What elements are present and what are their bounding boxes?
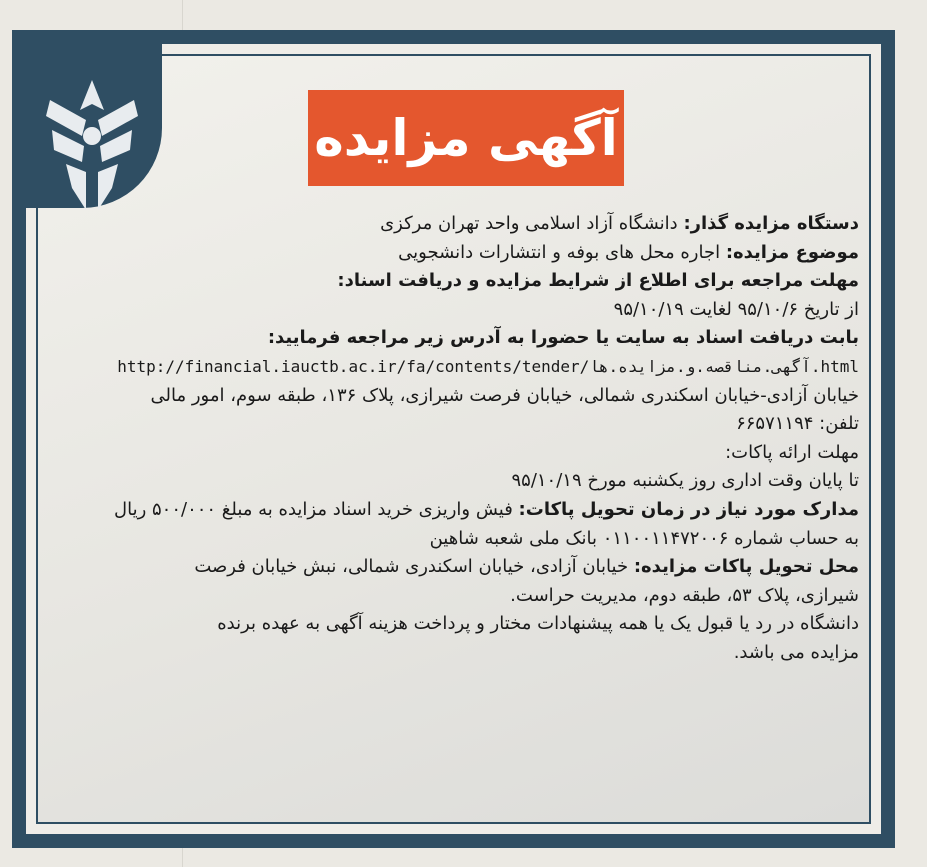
- title-banner: [308, 90, 624, 186]
- address-line: خیابان آزادی-خیابان اسکندری شمالی، خیابان فرصت شیرازی، پلاک ۱۳۶، طبقه سوم، امور مالی: [150, 384, 859, 406]
- organizer-value: دانشگاه آزاد اسلامی واحد تهران مرکزی: [380, 213, 678, 234]
- docs-value: فیش واریزی خرید اسناد مزایده به مبلغ ۵۰۰/۰۰۰ ریال: [114, 498, 513, 520]
- organizer-label: دستگاه مزایده گذار:: [683, 213, 859, 234]
- deadline-label: مهلت مراجعه برای اطلاع از شرایط مزایده و دریافت اسناد:: [337, 270, 859, 292]
- logo-tab: [12, 30, 162, 208]
- disclaimer-2: مزایده می باشد.: [733, 641, 859, 663]
- university-logo-icon: [42, 70, 142, 220]
- delivery-value: خیابان آزادی، خیابان اسکندری شمالی، نبش خیابان فرصت: [194, 556, 629, 578]
- subject-label: موضوع مزایده:: [725, 241, 859, 263]
- packets-label: مهلت ارائه پاکات:: [725, 441, 859, 463]
- delivery-value-2: شیرازی، پلاک ۵۳، طبقه دوم، مدیریت حراست.: [510, 584, 859, 606]
- deadline-value: از تاریخ ۹۵/۱۰/۶ لغایت ۹۵/۱۰/۱۹: [613, 298, 859, 320]
- receive-label: بابت دریافت اسناد به سایت یا حضورا به آدرس زیر مراجعه فرمایید:: [267, 327, 859, 349]
- docs-line: [60, 496, 859, 525]
- tender-url-link[interactable]: http://financial.iauctb.ac.ir/fa/contents/tender/آگهی.مناقصه.و.مزایده.ها.html: [117, 356, 859, 376]
- organizer-line: [60, 210, 859, 239]
- page-title: آگهی مزایده: [314, 109, 618, 167]
- delivery-line: [60, 553, 859, 582]
- subject-value: اجاره محل های بوفه و انتشارات دانشجویی: [398, 241, 721, 263]
- packets-value: تا پایان وقت اداری روز یکشنبه مورخ ۹۵/۱۰/۱۹: [511, 470, 859, 492]
- docs-label: مدارک مورد نیاز در زمان تحویل پاکات:: [518, 498, 859, 520]
- ad-body: [60, 210, 859, 668]
- delivery-label: محل تحویل پاکات مزایده:: [633, 556, 859, 578]
- docs-value-2: به حساب شماره ۰۱۱۰۰۱۱۴۷۲۰۰۶ بانک ملی شعبه شاهین: [429, 527, 859, 549]
- phone-line: تلفن: ۶۶۵۷۱۱۹۴: [736, 413, 859, 435]
- disclaimer: دانشگاه در رد یا قبول یک یا همه پیشنهادات مختار و پرداخت هزینه آگهی به عهده برنده: [217, 613, 859, 635]
- subject-line: [60, 239, 859, 268]
- url-line: [60, 353, 859, 382]
